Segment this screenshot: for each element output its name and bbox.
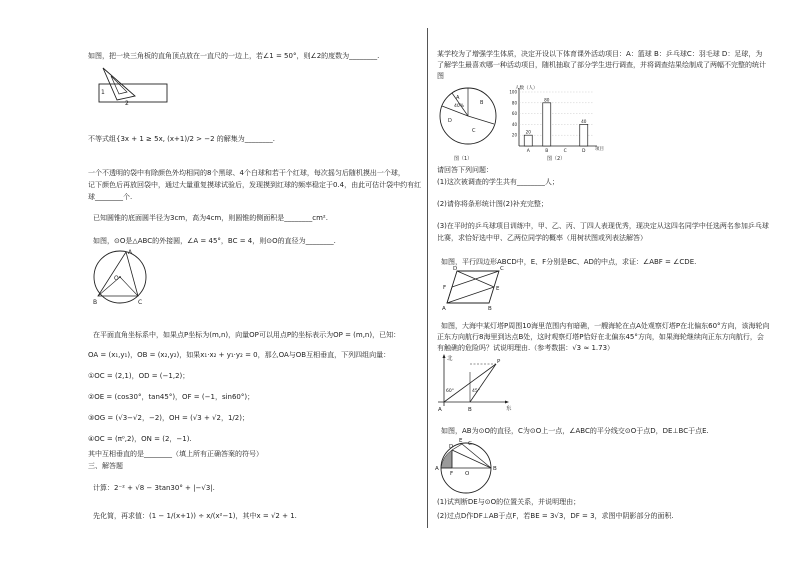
svg-text:B: B [468, 407, 472, 413]
bar-x-tick-label: A [526, 149, 530, 154]
question-12-line-2: (1)试判断DE与⊙O的位置关系，并说明理由； [437, 498, 581, 506]
question-3-line-1: 一个不透明的袋中有除颜色外均相同的8个黑球、4个白球和若干个红球，每次摇匀后随机摸出一个球， [88, 169, 405, 177]
bar-x-label: 项目 [595, 147, 604, 152]
svg-text:45°: 45° [472, 389, 480, 394]
svg-text:O: O [465, 471, 470, 477]
question-4: 已知圆锥的底面圆半径为3cm，高为4cm，则圆锥的侧面积是________cm². [93, 214, 328, 222]
svg-text:C: C [500, 266, 504, 272]
question-6-option-1: ①OC = (2,1)，OD = (−1,2)； [88, 372, 190, 380]
question-5: 如图，⊙O是△ABC的外接圆，∠A = 45°，BC = 4，则⊙O的直径为________. [93, 237, 336, 245]
pie-label-d: D [448, 118, 452, 124]
question-12-line-3: (2)过点D作DF⊥AB于点F，若BE = 3√3，DF = 3，求图中阴影部分的面积. [437, 512, 674, 520]
svg-text:A: A [442, 306, 446, 311]
svg-text:C: C [468, 441, 472, 447]
pie-label-b: B [480, 100, 484, 106]
bar-chart-figure [505, 82, 610, 164]
bar-a [524, 135, 532, 146]
question-9-line-2: 了解学生最喜欢哪一种活动项目，随机抽取了部分学生进行调查，并将调查结果绘制成了两幅不完整的统计 [437, 61, 766, 69]
question-11-line-2: 正东方向航行8海里到达点B处，这时观察灯塔P恰好在北偏东45°方向，如果海轮继续向正东方向航行，会 [437, 333, 764, 341]
bar-y-label: 人数（人） [515, 86, 538, 91]
question-9-part-2: (2)请你将条形统计图(2)补充完整； [437, 200, 548, 208]
svg-text:E: E [496, 286, 500, 292]
question-9-line-3: 图 [437, 72, 444, 80]
svg-text:P: P [497, 359, 501, 365]
bar-x-tick-label: C [563, 149, 567, 154]
pie-label-a: A [456, 95, 460, 101]
svg-text:F: F [443, 285, 447, 291]
question-3-line-2: 记下颜色后再放回袋中，通过大量重复摸球试验后，发现摸到红球的频率稳定于0.4，由此可估计袋中约有红 [88, 181, 422, 189]
svg-text:D: D [449, 444, 454, 450]
pie-chart-figure [432, 82, 504, 164]
svg-text:B: B [93, 299, 98, 306]
section-heading: 三、解答题 [88, 462, 123, 470]
svg-text:O: O [114, 275, 119, 282]
column-divider [427, 28, 428, 528]
question-9-part-1: (1)这次被调查的学生共有________人； [437, 178, 559, 186]
svg-text:东: 东 [506, 406, 512, 412]
svg-text:B: B [493, 466, 497, 472]
svg-text:C: C [138, 299, 143, 306]
question-7: 计算：2⁻² + √8 − 3tan30° + |−√3|. [93, 484, 215, 492]
svg-text:D: D [453, 266, 458, 272]
angle-1-label: 1 [101, 89, 105, 96]
bar-x-tick-label: D [582, 149, 586, 154]
question-1: 如图，把一块三角板的直角顶点放在一直尺的一边上，若∠1 = 50°，则∠2的度数为________. [88, 52, 380, 60]
svg-text:A: A [438, 407, 442, 413]
question-9-ask: 请回答下列问题： [437, 166, 493, 174]
question-9-line-1: 某学校为了增强学生体质，决定开设以下体育课外活动项目：A：篮球 B：乒乓球C：羽毛球 D：足球，为 [437, 50, 763, 58]
question-9-part-3-line-1: (3)在平时的乒乓球项目训练中，甲、乙、丙、丁四人表现优秀，现决定从这四名同学中任选两名参加乒乓球 [437, 222, 769, 230]
angle-2-label: 2 [125, 100, 129, 106]
lighthouse-figure [434, 350, 516, 414]
svg-text:E: E [459, 438, 463, 444]
question-6-line-1: 在平面直角坐标系中，如果点P坐标为(m,n)，向量OP可以用点P的坐标表示为OP = (m,n)，已知： [93, 331, 401, 339]
bar-y-tick-label: 20 [511, 132, 517, 138]
svg-text:A: A [435, 466, 439, 472]
question-6-option-4: ④OC = (π⁰,2)，ON = (2，−1). [88, 435, 192, 443]
question-11-line-3: 有触礁的危险吗？试说明理由.（参考数据：√3 ≈ 1.73） [437, 344, 615, 352]
circumcircle-figure [86, 246, 156, 308]
svg-text:A: A [128, 249, 133, 256]
bar-y-tick-label: 60 [511, 111, 517, 117]
question-8: 先化简，再求值：(1 − 1/(x+1)) ÷ x/(x²−1)，其中x = √2 + 1. [93, 512, 297, 520]
bar-x-tick-label: B [545, 149, 549, 154]
svg-text:60°: 60° [446, 389, 454, 394]
question-3-line-3: 球________个. [88, 193, 133, 201]
question-9-part-3-line-2: 比赛，求恰好选中甲、乙两位同学的概率（用树状图或列表法解答） [437, 234, 647, 242]
bar-y-tick-label: 80 [511, 100, 517, 106]
pie-label-c: C [472, 128, 476, 134]
bar-value-label: 40 [581, 118, 587, 124]
question-11-line-1: 如图，大海中某灯塔P周围10海里范围内有暗礁，一艘海轮在点A处观察灯塔P在北偏东60°方向，该海轮向 [441, 322, 770, 330]
parallelogram-figure [437, 263, 507, 311]
bar-y-tick-label: 100 [509, 89, 517, 95]
bar-caption: 图（2） [547, 156, 566, 162]
pie-label-pct: 40% [454, 104, 465, 109]
ruler-triangle-figure [95, 62, 175, 106]
bar-b [543, 103, 551, 146]
question-6-end: 其中互相垂直的是________（填上所有正确答案的符号） [88, 450, 263, 458]
bar-d [580, 124, 588, 146]
bar-value-label: 80 [544, 97, 550, 103]
bar-value-label: 20 [525, 129, 531, 135]
question-12-line-1: 如图，AB为⊙O的直径，C为⊙O上一点，∠ABC的平分线交⊙O于点D，DE⊥BC于点E. [441, 427, 709, 435]
question-6-option-3: ③OG = (√3−√2，−2)，OH = (√3 + √2，1/2)； [88, 414, 249, 422]
question-10: 如图，平行四边形ABCD中，E、F分别是BC、AD的中点，求证：∠ABF = ∠CDE. [441, 258, 697, 266]
question-6-option-2: ②OE = (cos30°，tan45°)，OF = (−1，sin60°)； [88, 393, 255, 401]
question-2: 不等式组{3x + 1 ≥ 5x, (x+1)/2 > −2 的解集为________. [88, 135, 276, 143]
svg-text:F: F [450, 471, 454, 477]
svg-text:B: B [488, 306, 492, 311]
svg-text:北: 北 [447, 356, 453, 362]
question-6-line-2: OA = (x₁,y₁)，OB = (x₂,y₂)，如果x₁·x₂ + y₁·y₂ = 0，那么OA与OB互相垂直，下列四组向量： [88, 351, 391, 359]
semicircle-figure [432, 436, 500, 498]
pie-caption: 图（1） [454, 156, 473, 162]
pie-slice-edge [468, 116, 494, 124]
bar-y-tick-label: 40 [511, 121, 517, 127]
